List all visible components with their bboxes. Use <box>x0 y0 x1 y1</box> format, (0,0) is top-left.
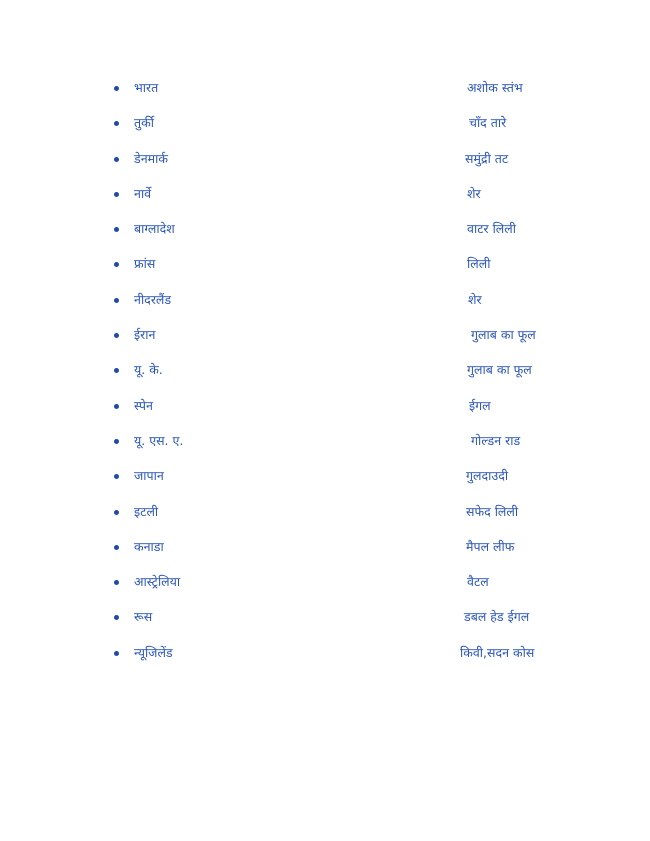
national-symbol: वाटर लिली <box>467 221 516 237</box>
list-item <box>0 529 650 564</box>
national-symbol: गुलदाउदी <box>466 468 509 484</box>
bullet-icon <box>114 157 119 162</box>
country-name: इटली <box>134 503 159 519</box>
country-name: आस्ट्रेलिया <box>134 574 181 590</box>
national-symbol: मैपल लीफ <box>466 538 515 554</box>
country-name: डेनमार्क <box>134 150 168 166</box>
list-item <box>0 458 650 493</box>
list-item <box>0 246 650 281</box>
bullet-icon <box>114 439 119 444</box>
national-symbol: वैटल <box>467 574 489 590</box>
country-name: नार्वे <box>134 185 152 201</box>
bullet-icon <box>114 474 119 479</box>
national-symbol: गुलाब का फूल <box>471 327 536 343</box>
bullet-icon <box>114 298 119 303</box>
national-symbol: शेर <box>468 291 482 307</box>
list-item <box>0 282 650 317</box>
list-item <box>0 70 650 105</box>
list-item <box>0 635 650 670</box>
national-symbol: चाँद तारे <box>469 115 507 131</box>
national-symbol: ईगल <box>469 397 491 413</box>
national-symbol: सफेद लिली <box>466 503 519 519</box>
list-item <box>0 105 650 140</box>
country-symbol-list <box>0 70 650 670</box>
bullet-icon <box>114 262 119 267</box>
list-item <box>0 141 650 176</box>
bullet-icon <box>114 121 119 126</box>
national-symbol: गोल्डन राड <box>471 432 521 448</box>
country-name: न्यूजिलेंड <box>134 644 173 660</box>
national-symbol: डबल हेड ईगल <box>464 609 530 625</box>
country-name: भारत <box>134 80 159 95</box>
country-name: यू. के. <box>134 362 163 378</box>
bullet-icon <box>114 404 119 409</box>
bullet-icon <box>114 86 119 91</box>
country-name: फ्रांस <box>134 256 156 272</box>
list-item <box>0 388 650 423</box>
country-name: कनाडा <box>134 538 164 554</box>
bullet-icon <box>114 227 119 232</box>
country-name: तुर्की <box>134 115 154 131</box>
country-name: ईरान <box>134 327 156 343</box>
list-item <box>0 352 650 387</box>
national-symbol: लिली <box>467 256 491 272</box>
list-item <box>0 211 650 246</box>
national-symbol: शेर <box>467 185 481 201</box>
country-name: बाग्लादेश <box>134 221 175 237</box>
national-symbol: समुंद्री तट <box>465 150 509 166</box>
bullet-icon <box>114 615 119 620</box>
country-name: रूस <box>134 609 153 625</box>
country-name: जापान <box>134 468 164 484</box>
list-item <box>0 564 650 599</box>
bullet-icon <box>114 368 119 373</box>
country-name: यू. एस. ए. <box>134 432 184 448</box>
list-item <box>0 423 650 458</box>
country-name: स्पेन <box>134 397 153 413</box>
list-item <box>0 494 650 529</box>
bullet-icon <box>114 651 119 656</box>
list-item <box>0 317 650 352</box>
bullet-icon <box>114 192 119 197</box>
list-item <box>0 599 650 634</box>
national-symbol: गुलाब का फूल <box>467 362 532 378</box>
bullet-icon <box>114 510 119 515</box>
national-symbol: किवी,सदन कोस <box>460 644 535 660</box>
country-name: नीदरलैंड <box>134 291 172 307</box>
list-item <box>0 176 650 211</box>
bullet-icon <box>114 580 119 585</box>
bullet-icon <box>114 545 119 550</box>
national-symbol: अशोक स्तंभ <box>467 80 523 95</box>
bullet-icon <box>114 333 119 338</box>
